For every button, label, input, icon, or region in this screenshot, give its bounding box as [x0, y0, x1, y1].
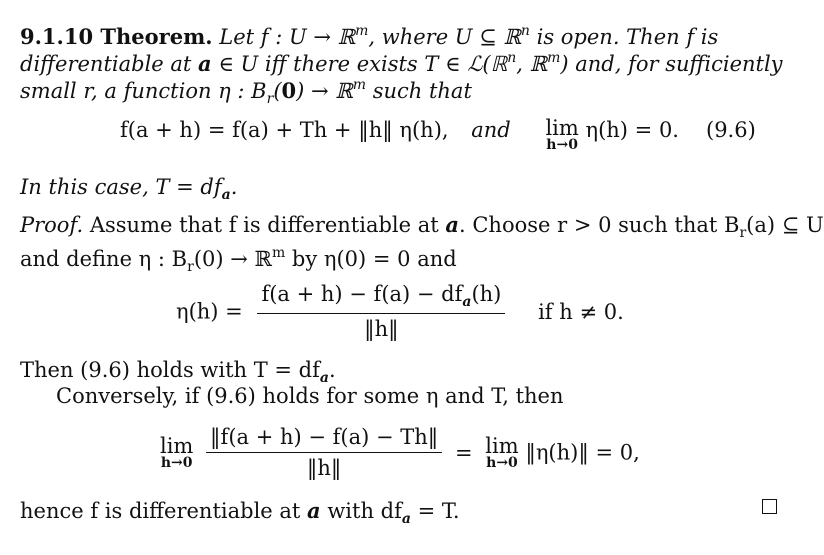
eta-fraction: $\frac{f(a + h) - f(a) - df_a(h)}{‖h‖}$	[257, 282, 505, 341]
limit-display: lim h→0 $\frac{‖f(a + h) - f(a) - Th‖}{‖h‖}$ = lim h→0 ‖η(h)‖ = 0,	[160, 425, 640, 480]
proof-final-line: hence f is differentiable at a with $df_a = T$.	[20, 498, 460, 527]
equation-left: f(a + h) = f(a) + Th + ‖h‖ η(h),	[120, 118, 449, 142]
theorem-line-3: small r, a function η : $B_r(0)$ → ℝ$^m$ such that	[20, 77, 472, 107]
proof-line-1: Proof. Assume that f is differentiable at a. Choose r > 0 such that $B_r(a)$ ⊆ U	[20, 212, 824, 241]
equation-number: (9.6)	[706, 118, 756, 142]
proof-label: Proof.	[20, 213, 84, 237]
eta-condition: if h ≠ 0.	[538, 299, 624, 324]
theorem-case-line: In this case, $T = df_a$.	[20, 175, 238, 203]
theorem-label: 9.1.10 Theorem.	[20, 24, 213, 49]
limit-operator: lim h→0	[160, 433, 194, 471]
limit-operator-2: lim h→0	[485, 433, 519, 471]
equation-and: and	[471, 118, 511, 142]
equation-right: η(h) = 0.	[585, 118, 679, 142]
proof-line-2: and define η : $B_r(0)$ → ℝ$^m$ by η(0) = 0 and	[20, 245, 457, 275]
equation-limit: lim h→0	[545, 116, 579, 153]
theorem-line-2: differentiable at a ∈ U iff there exists T ∈ ℒ(ℝ$^n$, ℝ$^m$) and, for sufficiently	[20, 50, 783, 76]
equation-9-6	[120, 118, 679, 152]
proof-then-line: Then (9.6) holds with $T = df_a$.	[20, 358, 336, 386]
proof-converse-line: Conversely, if (9.6) holds for some η and T, then	[56, 384, 564, 408]
eta-definition: η(h) = $\frac{f(a + h) - f(a) - df_a(h)}{‖h‖}$ if h ≠ 0.	[176, 282, 624, 341]
limit-fraction: $\frac{‖f(a + h) - f(a) - Th‖}{‖h‖}$	[206, 425, 442, 480]
theorem-line-1: 9.1.10 Theorem. Let f : U → ℝ$^m$, where U ⊆ ℝ$^n$ is open. Then f is	[20, 23, 719, 49]
qed-icon	[762, 499, 777, 514]
